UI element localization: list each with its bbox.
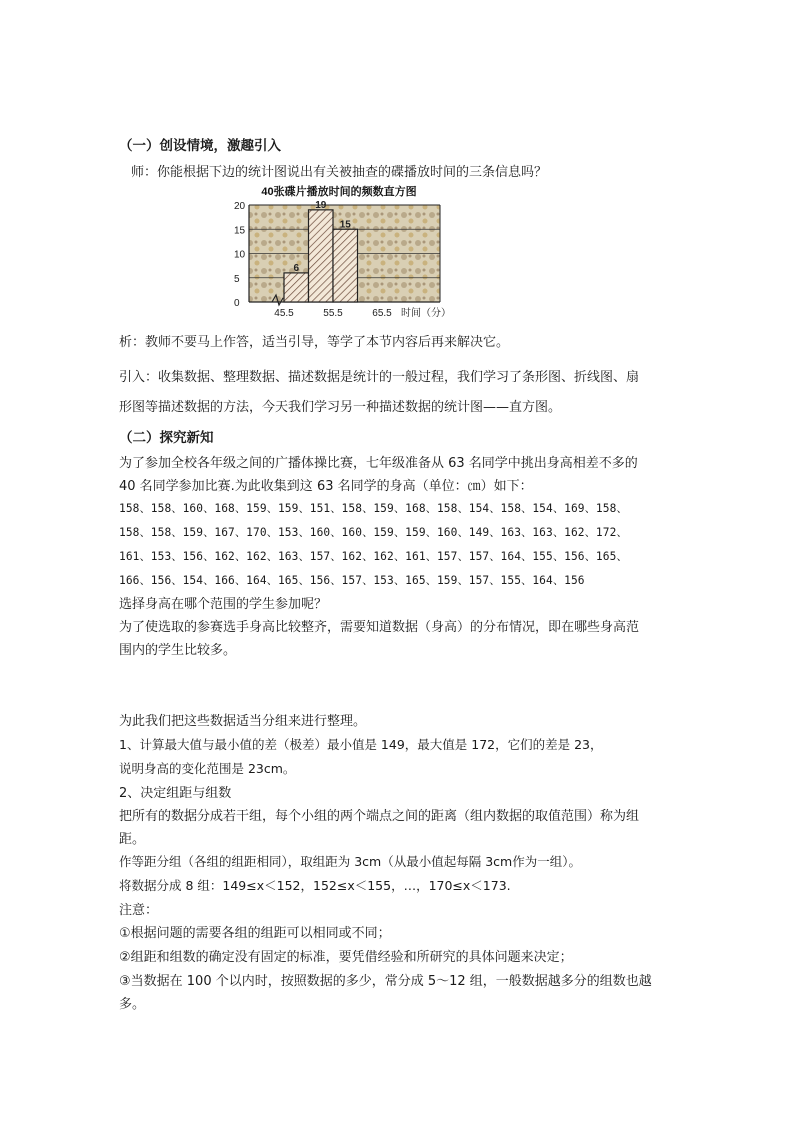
histogram-bar [309,210,334,302]
step-2-para-line-1: 把所有的数据分成若干组，每个小组的两个端点之间的距离（组内数据的取值范围）称为组 [119,809,640,824]
paragraph-3: 为此我们把这些数据适当分组来进行整理。 [119,714,367,729]
section-heading-1: （一）创设情境，激趣引入 [119,138,281,154]
bar-value-label: 19 [315,199,327,211]
height-data-line-3: 161、153、156、162、162、163、157、162、162、161、157、157、164、155、156、165、 [119,550,628,563]
y-axis-ticks [234,201,246,309]
note-item-3-line-1: ③当数据在 100 个以内时，按照数据的多少，常分成 5～12 组，一般数据越多分的组数也越 [119,974,652,989]
step-1-line-2: 说明身高的变化范围是 23cm。 [119,761,296,776]
intro-text-2: 形图等描述数据的方法，今天我们学习另一种描述数据的统计图——直方图。 [119,400,562,415]
step-2-para-line-3: 作等距分组（各组的组距相同），取组距为 3cm（从最小值起每隔 3cm作为一组）。 [119,854,581,869]
paragraph-1-line-2: 40 名同学参加比赛.为此收集到这 63 名同学的身高（单位：㎝）如下： [119,479,533,494]
y-tick-label: 10 [234,249,246,261]
paragraph-2-line-1: 为了使选取的参赛选手身高比较整齐，需要知道数据（身高）的分布情况，即在哪些身高范 [119,620,640,635]
histogram-bar [333,229,358,302]
y-tick-label: 5 [234,273,240,285]
question-text: 选择身高在哪个范围的学生参加呢？ [119,597,328,612]
note-item-2: ②组距和组数的确定没有固定的标准，要凭借经验和所研究的具体问题来决定； [119,950,573,965]
y-tick-label: 0 [234,298,240,309]
histogram-figure [232,183,447,323]
analysis-text: 析：教师不要马上作答，适当引导，等学了本节内容后再来解决它。 [119,335,510,350]
paragraph-2-line-2: 围内的学生比较多。 [119,643,237,658]
height-data-line-1: 158、158、160、168、159、159、151、158、159、168、158、154、158、154、169、158、 [119,502,628,515]
note-label: 注意： [119,903,159,918]
x-tick-label: 55.5 [323,308,343,319]
paragraph-1-line-1: 为了参加全校各年级之间的广播体操比赛，七年级准备从 63 名同学中挑出身高相差不多的 [119,456,638,471]
x-tick-label: 45.5 [274,308,294,319]
y-tick-label: 20 [234,201,246,212]
x-tick-label: 65.5 [372,308,392,319]
height-data-line-4: 166、156、154、166、164、165、156、157、153、165、159、157、155、164、156 [119,574,585,587]
x-axis-label: 时间（分） [401,308,447,319]
step-2-heading: 2、决定组距与组数 [119,786,232,801]
intro-text-1: 引入：收集数据、整理数据、描述数据是统计的一般过程，我们学习了条形图、折线图、扇 [119,370,640,385]
note-item-3-line-2: 多。 [119,997,146,1012]
section-heading-2: （二）探究新知 [119,430,214,446]
bar-value-label: 15 [339,219,351,231]
y-tick-label: 15 [234,225,246,237]
step-2-para-line-2: 距。 [119,832,146,847]
bar-value-label: 6 [293,262,300,274]
chart-title: 40张碟片播放时间的频数直方图 [261,186,417,198]
histogram-chart [232,183,447,323]
histogram-bar [284,273,309,302]
height-data-line-2: 158、158、159、167、170、153、160、160、159、159、160、149、163、163、162、172、 [119,526,628,539]
note-item-1: ①根据问题的需要各组的组距可以相同或不同； [119,926,391,941]
x-axis-ticks [274,308,392,319]
teacher-question: 师：你能根据下边的统计图说出有关被抽查的碟播放时间的三条信息吗？ [131,165,548,180]
step-2-para-line-4: 将数据分成 8 组：149≤x＜152，152≤x＜155，…，170≤x＜173. [119,878,511,893]
step-1-line-1: 1、计算最大值与最小值的差（极差）最小值是 149，最大值是 172，它们的差是 23， [119,737,603,752]
